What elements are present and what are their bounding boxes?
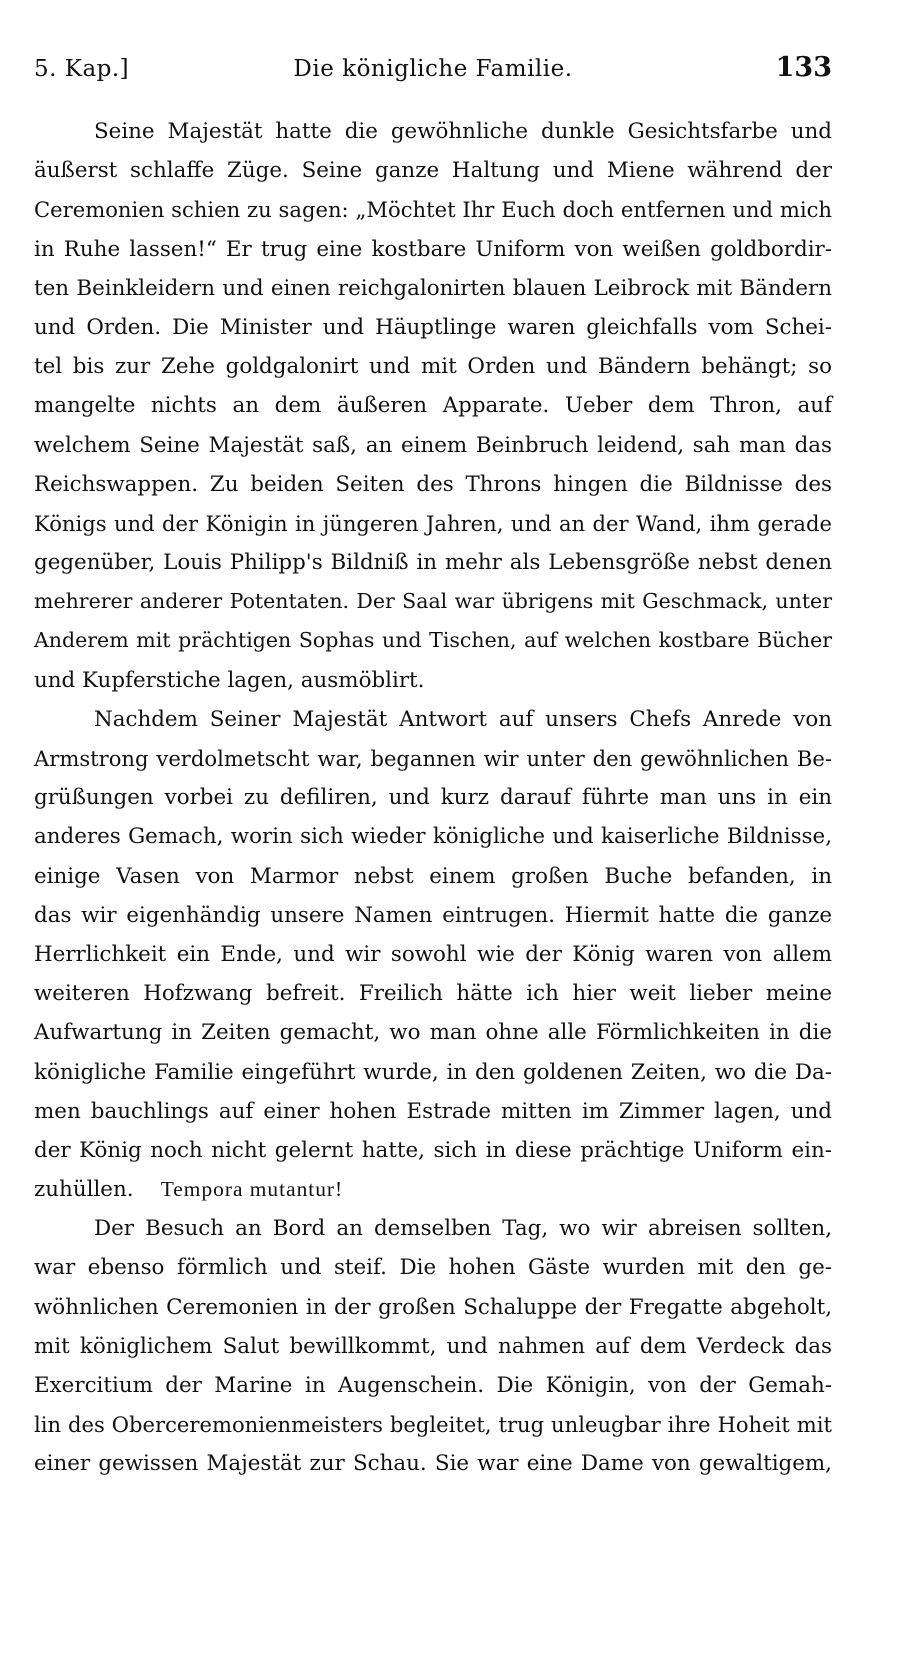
text-line: lin des Oberceremonienmeisters begleitet, trug unleugbar ihre Hoheit mit: [34, 1412, 832, 1438]
text-line: grüßungen vorbei zu defiliren, und kurz darauf führte man uns in ein: [34, 785, 832, 811]
text-line: Herrlichkeit ein Ende, und wir sowohl wie der König waren von allem: [34, 941, 832, 967]
latin-phrase: Tempora mutantur!: [160, 1177, 344, 1202]
text-line: einer gewissen Majestät zur Schau. Sie war eine Dame von gewaltigem,: [34, 1451, 832, 1477]
running-header: [34, 48, 832, 92]
text-line: in Ruhe lassen!“ Er trug eine kostbare Uniform von weißen goldbordir-: [34, 236, 832, 262]
text-line: Nachdem Seiner Majestät Antwort auf unsers Chefs Anrede von: [94, 706, 832, 732]
text-line: mit königlichem Salut bewillkommt, und nahmen auf dem Verdeck das: [34, 1333, 832, 1359]
text-line: weiteren Hofzwang befreit. Freilich hätte ich hier weit lieber meine: [34, 981, 832, 1007]
text-line: und Kupferstiche lagen, ausmöblirt.: [34, 667, 425, 693]
page-number: 133: [775, 52, 832, 83]
text-line: Königs und der Königin in jüngeren Jahren, und an der Wand, ihm gerade: [34, 510, 832, 536]
text-line: war ebenso förmlich und steif. Die hohen Gäste wurden mit den ge-: [34, 1255, 832, 1281]
text-line: äußerst schlaffe Züge. Seine ganze Haltung und Miene während der: [34, 158, 832, 184]
text-line: Armstrong verdolmetscht war, begannen wir unter den gewöhnlichen Be-: [34, 746, 832, 771]
text-line: gegenüber, Louis Philipp's Bildniß in mehr als Lebensgröße nebst denen: [34, 550, 832, 576]
book-page: [34, 48, 832, 1477]
text-line: der König noch nicht gelernt hatte, sich in diese prächtige Uniform ein-: [34, 1137, 832, 1163]
text-line: tel bis zur Zehe goldgalonirt und mit Orden und Bändern behängt; so: [34, 354, 832, 380]
text-line: Seine Majestät hatte die gewöhnliche dunkle Gesichtsfarbe und: [94, 119, 832, 144]
text-line: anderes Gemach, worin sich wieder königliche und kaiserliche Bildnisse,: [34, 824, 832, 850]
running-title: Die königliche Familie.: [293, 56, 573, 82]
text-line: welchem Seine Majestät saß, an einem Beinbruch leidend, sah man das: [34, 432, 832, 458]
chapter-label: 5. Kap.]: [34, 56, 130, 82]
text-line: mehrerer anderer Potentaten. Der Saal war übrigens mit Geschmack, unter: [34, 589, 832, 614]
text-line: Aufwartung in Zeiten gemacht, wo man ohne alle Förmlichkeiten in die: [34, 1020, 832, 1046]
text-line: Ceremonien schien zu sagen: „Möchtet Ihr Euch doch entfernen und mich: [34, 197, 832, 223]
text-line: Anderem mit prächtigen Sophas und Tischen, auf welchen kostbare Bücher: [34, 628, 832, 653]
text-line: [34, 1170, 832, 1209]
body-text: [34, 112, 832, 1484]
text-line: Der Besuch an Bord an demselben Tag, wo wir abreisen sollten,: [94, 1216, 832, 1242]
text-line: Reichswappen. Zu beiden Seiten des Throns hingen die Bildnisse des: [34, 471, 832, 497]
text-line-start: zuhüllen.: [34, 1177, 134, 1203]
text-line: Exercitium der Marine in Augenschein. Die Königin, von der Gemah-: [34, 1373, 832, 1398]
text-line: das wir eigenhändig unsere Namen eintrugen. Hiermit hatte die ganze: [34, 902, 832, 928]
text-line: wöhnlichen Ceremonien in der großen Schaluppe der Fregatte abgeholt,: [34, 1294, 832, 1320]
text-line: und Orden. Die Minister und Häuptlinge waren gleichfalls vom Schei-: [34, 314, 832, 340]
text-line: men bauchlings auf einer hohen Estrade mitten im Zimmer lagen, und: [34, 1098, 832, 1124]
text-line: einige Vasen von Marmor nebst einem großen Buche befanden, in: [34, 863, 832, 889]
text-line: mangelte nichts an dem äußeren Apparate. Ueber dem Thron, auf: [34, 393, 832, 419]
text-line: königliche Familie eingeführt wurde, in den goldenen Zeiten, wo die Da-: [34, 1059, 832, 1085]
text-line: ten Beinkleidern und einen reichgalonirten blauen Leibrock mit Bändern: [34, 275, 832, 301]
